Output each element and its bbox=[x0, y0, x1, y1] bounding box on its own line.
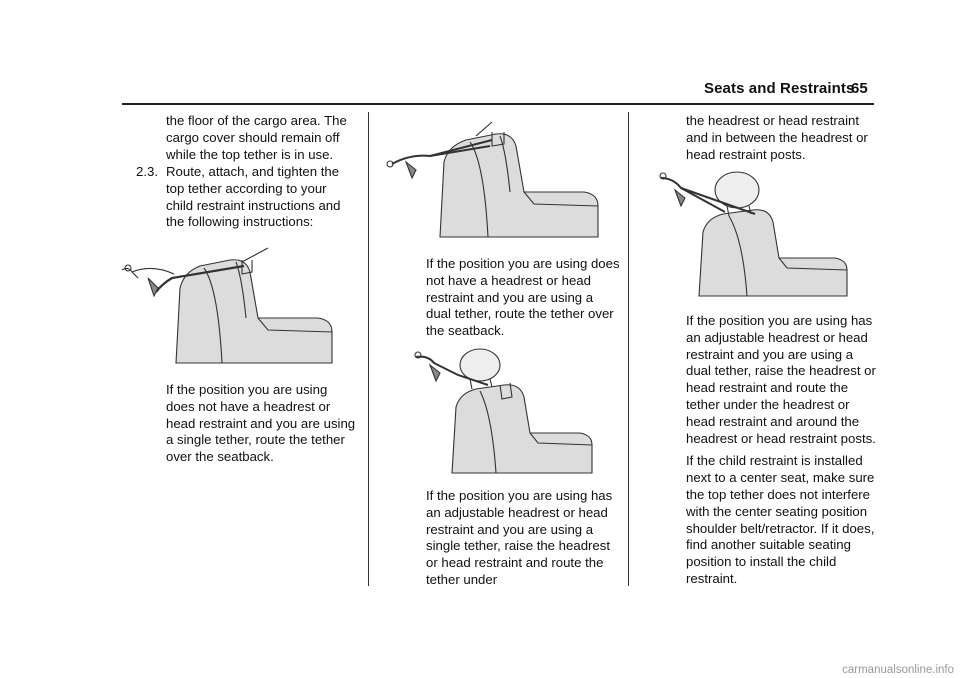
step-number: 2.3. bbox=[136, 164, 158, 179]
col3-text-block bbox=[686, 313, 880, 594]
figure-single-tether-no-headrest bbox=[118, 248, 354, 366]
col1-caption: If the position you are using does not have a headrest or head restraint and you are using a single tether, route the tether over the seatback. bbox=[166, 382, 356, 465]
figure-single-tether-headrest bbox=[412, 345, 602, 475]
col1-continued-paragraph bbox=[166, 113, 356, 169]
col2-caption-2-block bbox=[426, 488, 620, 595]
watermark: carmanualsonline.info bbox=[842, 664, 954, 676]
header-rule bbox=[122, 103, 874, 105]
col3-continued-paragraph bbox=[686, 113, 880, 169]
column-divider-1 bbox=[368, 112, 369, 586]
col2-caption-1-block bbox=[426, 256, 620, 346]
page-number: 65 bbox=[851, 80, 868, 97]
col2-caption-1: If the position you are using does not have a headrest or head restraint and you are using a dual tether, route the tether over the seatback. bbox=[426, 256, 620, 339]
col3-para-center-seat: If the child restraint is installed next to a center seat, make sure the top tether does not interfere with the center seating position shoulder belt/retractor. If it does, find another suitable seating position to install the child restraint. bbox=[686, 453, 875, 586]
step-text: Route, attach, and tighten the top tether according to your child restraint instructions and the following instructions: bbox=[166, 164, 341, 230]
col1-para-top: the floor of the cargo area. The cargo cover should remain off while the top tether is in use. bbox=[166, 113, 347, 162]
col1-caption-block bbox=[166, 382, 356, 472]
col3-caption-1: If the position you are using has an adjustable headrest or head restraint and you are using a dual tether, raise the headrest or head restraint and route the tether under the headrest or head restraint and around the headrest or head restraint posts. bbox=[686, 313, 876, 446]
figure-dual-tether-no-headrest bbox=[380, 122, 616, 240]
col2-caption-2: If the position you are using has an adjustable headrest or head restraint and you are using a single tether, raise the headrest or head restraint and route the tether under bbox=[426, 488, 613, 587]
col3-para-top: the headrest or head restraint and in between the headrest or head restraint posts. bbox=[686, 113, 868, 162]
section-title: Seats and Restraints bbox=[704, 80, 855, 97]
step-text-block bbox=[166, 164, 356, 237]
figure-dual-tether-headrest bbox=[655, 168, 855, 298]
column-divider-2 bbox=[628, 112, 629, 586]
